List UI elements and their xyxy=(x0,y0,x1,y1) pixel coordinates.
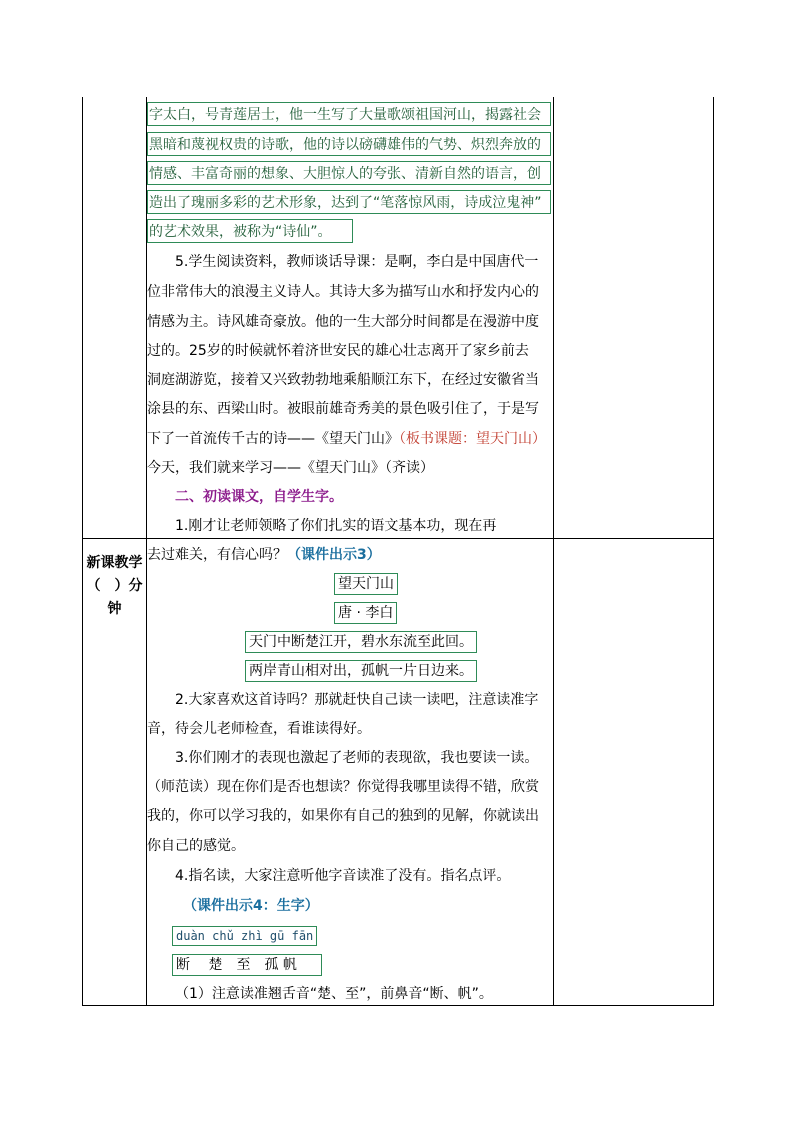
intro-line-1: 5.学生阅读资料，教师谈话导课：是啊，李白是中国唐代一 xyxy=(175,254,539,270)
step1-line-1: 1.刚才让老师领略了你们扎实的语文基本功，现在再 xyxy=(175,518,497,534)
bio-line-5: 的艺术效果，被称为“诗仙”。 xyxy=(147,219,353,243)
pronunciation-note: （1）注意读准翘舌音“楚、至”，前鼻音“断、帆”。 xyxy=(175,986,493,1002)
intro-line-2: 位非常伟大的浪漫主义诗人。其诗大多为描写山水和抒发内心的 xyxy=(147,284,539,300)
poem-line-1: 天门中断楚江开，碧水东流至此回。 xyxy=(245,631,477,653)
courseware-4-tag: （课件出示4：生字） xyxy=(183,898,319,914)
bio-line-3: 情感、丰富奇丽的想象、大胆惊人的夸张、清新自然的语言，创 xyxy=(147,161,551,185)
step4-line: 4.指名读，大家注意听他字音读准了没有。指名点评。 xyxy=(175,868,511,884)
table-row-divider xyxy=(82,538,714,539)
step3-line-1: 3.你们刚才的表现也激起了老师的表现欲，我也要读一读。 xyxy=(175,750,539,766)
courseware-3-tag: （课件出示3） xyxy=(287,547,381,563)
step3-line-3: 我的，你可以学习我的，如果你有自己的独到的见解，你就读出 xyxy=(147,808,539,824)
step3-line-2: （师范读）现在你们是否也想读？你觉得我哪里读得不错，欣赏 xyxy=(147,779,539,795)
step2-line-2: 音，待会儿老师检查，看谁读得好。 xyxy=(147,721,371,737)
intro-line-3: 情感为主。诗风雄奇豪放。他的一生大部分时间都是在漫游中度 xyxy=(147,314,539,330)
intro-line-7-main: 下了一首流传千古的诗——《望天门山》 xyxy=(147,431,399,447)
intro-line-8: 今天，我们就来学习——《望天门山》（齐读） xyxy=(147,460,434,476)
bio-line-4: 造出了瑰丽多彩的艺术形象，达到了“笔落惊风雨，诗成泣鬼神” xyxy=(147,190,551,214)
intro-line-5: 洞庭湖游览，接着又兴致勃勃地乘船顺江东下，在经过安徽省当 xyxy=(147,372,539,388)
heading-2: 二、初读课文，自学生字。 xyxy=(175,489,343,505)
pinyin-row: duàn chǔ zhì gū fān xyxy=(172,926,317,946)
intro-line-6: 涂县的东、西梁山时。被眼前雄奇秀美的景色吸引住了，于是写 xyxy=(147,401,539,417)
step1-line-2 xyxy=(147,545,553,565)
bio-line-2: 黑暗和蔑视权贵的诗歌，他的诗以磅礴雄伟的气势、炽烈奔放的 xyxy=(147,132,551,156)
step3-line-4: 你自己的感觉。 xyxy=(147,838,245,854)
table-border-left xyxy=(82,97,83,1005)
board-title: （板书课题：望天门山） xyxy=(399,431,546,447)
poem-author: 唐 · 李白 xyxy=(334,602,397,624)
step1-line-2-main: 去过难关，有信心吗？ xyxy=(147,547,287,563)
section-label-line-3: 钟 xyxy=(107,601,122,617)
poem-line-2: 两岸青山相对出，孤帆一片日边来。 xyxy=(245,660,477,682)
table-border-bottom xyxy=(82,1005,714,1006)
bio-line-1: 字太白，号青莲居士，他一生写了大量歌颂祖国河山，揭露社会 xyxy=(147,102,551,126)
characters-row: 断 楚 至 孤 帆 xyxy=(172,954,322,976)
table-divider-2 xyxy=(553,97,554,1005)
section-label-line-1: 新课教学 xyxy=(86,555,143,571)
table-border-right xyxy=(713,97,714,1005)
intro-line-7 xyxy=(147,429,553,449)
section-label-line-2: （ ）分 xyxy=(86,578,143,594)
poem-title: 望天门山 xyxy=(334,573,398,595)
intro-line-4: 过的。25岁的时候就怀着济世安民的雄心壮志离开了家乡前去 xyxy=(147,343,529,359)
step2-line-1: 2.大家喜欢这首诗吗？那就赶快自己读一读吧，注意读准字 xyxy=(175,692,539,708)
